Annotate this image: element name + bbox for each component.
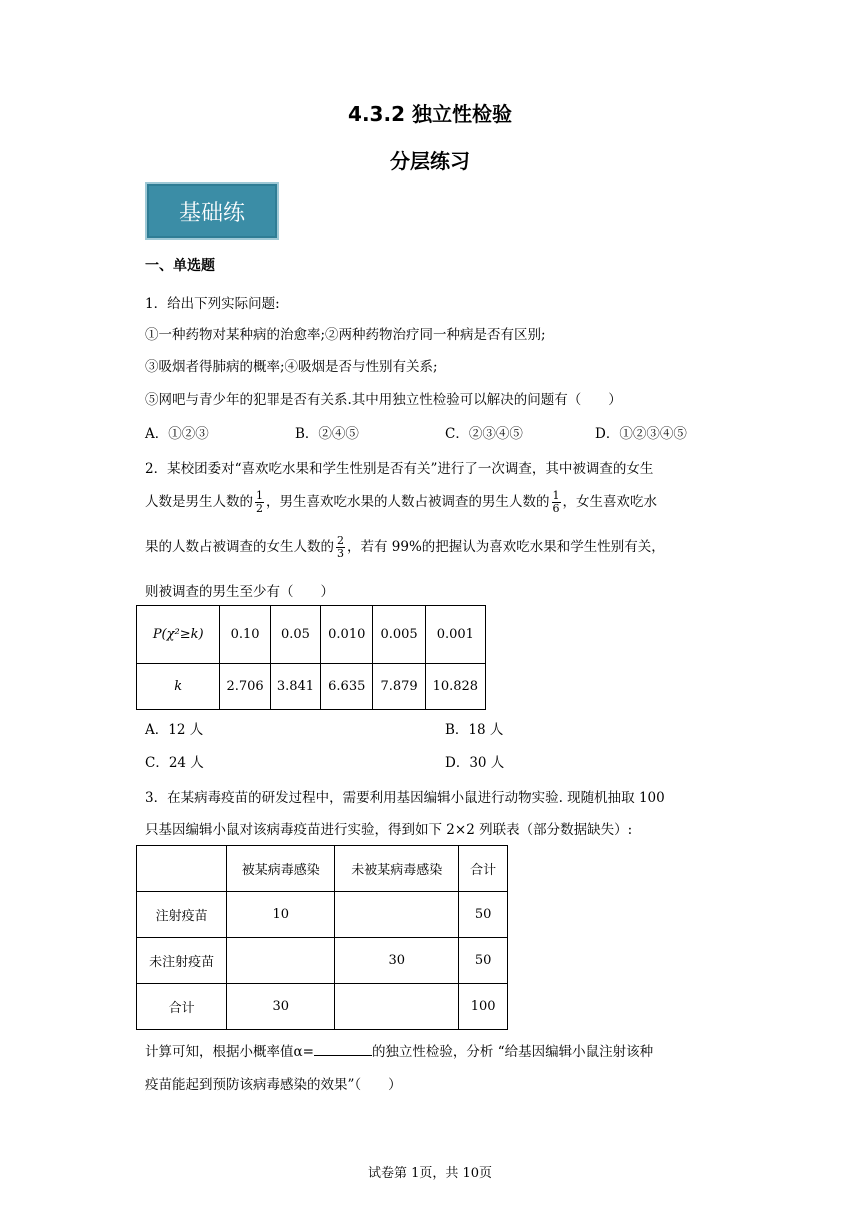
k-value-cell: 3.841 xyxy=(270,664,320,710)
k-value-cell: 2.706 xyxy=(220,664,270,710)
q2-option-a: A．12 人 xyxy=(145,722,204,738)
q2-option-b: B．18 人 xyxy=(445,722,504,738)
table-cell: 30 xyxy=(335,938,459,984)
contingency-table xyxy=(136,845,508,1030)
frac3-num: 2 xyxy=(337,534,344,547)
q1-option-a: A．①②③ xyxy=(145,426,209,442)
q2-line2 xyxy=(145,490,657,515)
p-value-cell: 0.10 xyxy=(220,606,270,664)
k-value-cell: 7.879 xyxy=(373,664,425,710)
frac1-den: 2 xyxy=(256,502,263,515)
p-value-cell: 0.005 xyxy=(373,606,425,664)
chi-square-table xyxy=(136,605,486,710)
frac3-den: 3 xyxy=(337,547,344,560)
q2-line3a: 果的人数占被调查的女生人数的 xyxy=(145,539,334,555)
q1-line3: ③吸烟者得肺病的概率;④吸烟是否与性别有关系; xyxy=(145,359,438,375)
q2-line2c: ，女生喜欢吃水 xyxy=(562,494,657,510)
table-cell: 100 xyxy=(459,984,508,1030)
frac2-num: 1 xyxy=(552,489,560,502)
table-header-cell: 被某病毒感染 xyxy=(227,846,335,892)
q3-line3 xyxy=(145,1040,653,1060)
q3-line2: 只基因编辑小鼠对该病毒疫苗进行实验，得到如下 2×2 列联表（部分数据缺失）: xyxy=(145,822,633,838)
q3-line3b: 的独立性检验，分析 “给基因编辑小鼠注射该种 xyxy=(371,1044,654,1060)
q1-option-d: D．①②③④⑤ xyxy=(595,426,687,442)
table-cell xyxy=(335,892,459,938)
table-cell: 合计 xyxy=(137,984,227,1030)
q1-stem: 1．给出下列实际问题: xyxy=(145,296,280,312)
p-value-cell: 0.001 xyxy=(425,606,485,664)
section-heading: 一、单选题 xyxy=(145,258,215,274)
q2-option-c: C．24 人 xyxy=(145,755,204,771)
table-cell xyxy=(227,938,335,984)
k-value-cell: 6.635 xyxy=(321,664,373,710)
table-cell xyxy=(335,984,459,1030)
level-badge: 基础练 xyxy=(145,182,279,240)
frac1-num: 1 xyxy=(256,489,263,502)
q1-line2: ①一种药物对某种病的治愈率;②两种药物治疗同一种病是否有区别; xyxy=(145,327,546,343)
table-cell: 注射疫苗 xyxy=(137,892,227,938)
p-value-cell: 0.05 xyxy=(270,606,320,664)
q3-line3a: 计算可知，根据小概率值α= xyxy=(145,1044,314,1060)
table-header-cell xyxy=(137,846,227,892)
table-header-cell: 合计 xyxy=(459,846,508,892)
fraction-1-6 xyxy=(552,490,561,515)
table-cell: 50 xyxy=(459,892,508,938)
frac2-den: 6 xyxy=(552,502,560,515)
table-cell: 50 xyxy=(459,938,508,984)
q1-line4: ⑤网吧与青少年的犯罪是否有关系.其中用独立性检验可以解决的问题有（ ） xyxy=(145,392,622,408)
p-value-cell: 0.010 xyxy=(321,606,373,664)
q2-line3b: ，若有 99%的把握认为喜欢吃水果和学生性别有关， xyxy=(347,539,665,555)
table-header-cell: 未被某病毒感染 xyxy=(335,846,459,892)
q2-line1: 2．某校团委对“喜欢吃水果和学生性别是否有关”进行了一次调查，其中被调查的女生 xyxy=(145,461,654,477)
table-cell: 30 xyxy=(227,984,335,1030)
answer-blank[interactable] xyxy=(314,1043,372,1056)
q2-line3 xyxy=(145,535,665,560)
q2-line4: 则被调查的男生至少有（ ） xyxy=(145,584,334,600)
q2-line2a: 人数是男生人数的 xyxy=(145,494,253,510)
fraction-2-3 xyxy=(336,535,345,560)
q2-line2b: ，男生喜欢吃水果的人数占被调查的男生人数的 xyxy=(266,494,550,510)
q3-line4: 疫苗能起到预防该病毒感染的效果”（ ） xyxy=(145,1077,402,1093)
q1-option-b: B．②④⑤ xyxy=(295,426,359,442)
page-footer: 试卷第 1页，共 10页 xyxy=(367,1166,493,1181)
k-value-cell: 10.828 xyxy=(425,664,485,710)
table-cell: 10 xyxy=(227,892,335,938)
page-subtitle: 分层练习 xyxy=(390,149,470,173)
table-row-label-p: P(χ²≥k) xyxy=(137,606,220,664)
table-row-label-k: k xyxy=(137,664,220,710)
fraction-1-2 xyxy=(255,490,264,515)
q2-option-d: D．30 人 xyxy=(445,755,505,771)
q3-line1: 3．在某病毒疫苗的研发过程中，需要利用基因编辑小鼠进行动物实验. 现随机抽取 100 xyxy=(145,790,665,806)
page-title: 4.3.2 独立性检验 xyxy=(348,102,512,126)
q1-option-c: C．②③④⑤ xyxy=(445,426,523,442)
table-cell: 未注射疫苗 xyxy=(137,938,227,984)
